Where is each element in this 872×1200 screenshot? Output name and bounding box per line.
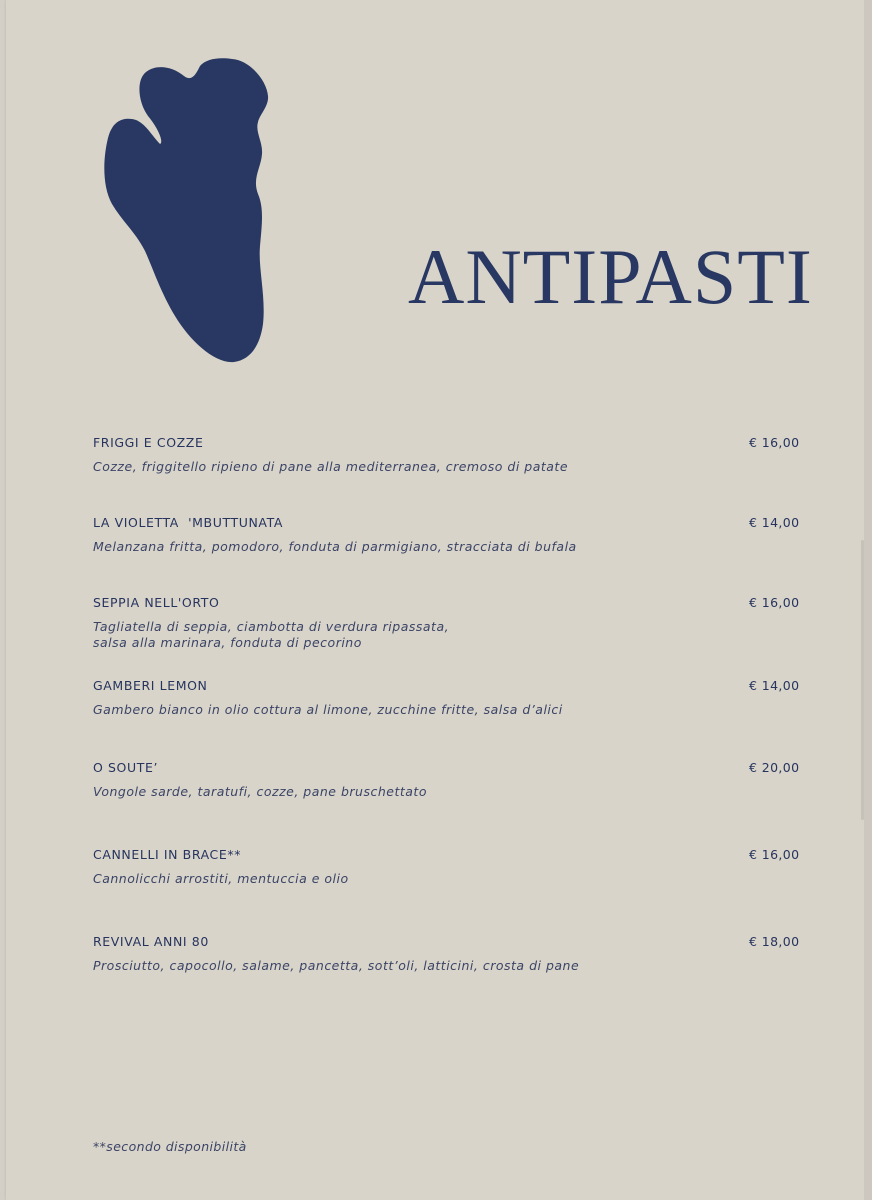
footnote: **secondo disponibilità (93, 1139, 247, 1154)
menu-item-description (93, 459, 568, 475)
menu-item-description (93, 619, 449, 651)
description-line: Vongole sarde, taratufi, cozze, pane bruschettato (93, 784, 427, 799)
menu-item-price: € 16,00 (749, 847, 800, 862)
description-line: Cannolicchi arrostiti, mentuccia e olio (93, 871, 349, 886)
description-line: salsa alla marinara, fonduta di pecorino (93, 635, 362, 650)
menu-item-description (93, 539, 577, 555)
menu-item-description (93, 871, 349, 887)
menu-item-name: CANNELLI IN BRACE** (93, 847, 242, 862)
abstract-blob-icon (100, 56, 275, 366)
description-line: Prosciutto, capocollo, salame, pancetta, sott’oli, latticini, crosta di pane (93, 958, 580, 973)
menu-item-name: FRIGGI E COZZE (93, 435, 204, 450)
description-line: Tagliatella di seppia, ciambotta di verdura ripassata, (93, 619, 450, 634)
description-line: Cozze, friggitello ripieno di pane alla mediterranea, cremoso di patate (93, 459, 569, 474)
menu-item-name: SEPPIA NELL'ORTO (93, 595, 220, 610)
page-edge (864, 0, 872, 1200)
menu-item-price: € 16,00 (749, 595, 800, 610)
menu-item-price: € 18,00 (749, 934, 800, 949)
menu-item-price: € 20,00 (749, 760, 800, 775)
menu-item-name: LA VIOLETTA 'MBUTTUNATA (93, 515, 283, 530)
menu-item-description (93, 958, 579, 974)
menu-item-price: € 16,00 (749, 435, 800, 450)
menu-item-name: O SOUTE’ (93, 760, 159, 775)
page-title: ANTIPASTI (408, 233, 813, 320)
description-line: Gambero bianco in olio cottura al limone, zucchine fritte, salsa d’alici (93, 702, 563, 717)
description-line: Melanzana fritta, pomodoro, fonduta di parmigiano, stracciata di bufala (93, 539, 577, 554)
menu-item-price: € 14,00 (749, 515, 800, 530)
menu-item-description (93, 784, 427, 800)
menu-item-description (93, 702, 563, 718)
scrollbar[interactable] (861, 540, 864, 820)
menu-item-name: GAMBERI LEMON (93, 678, 208, 693)
menu-item-name: REVIVAL ANNI 80 (93, 934, 209, 949)
menu-item-price: € 14,00 (749, 678, 800, 693)
